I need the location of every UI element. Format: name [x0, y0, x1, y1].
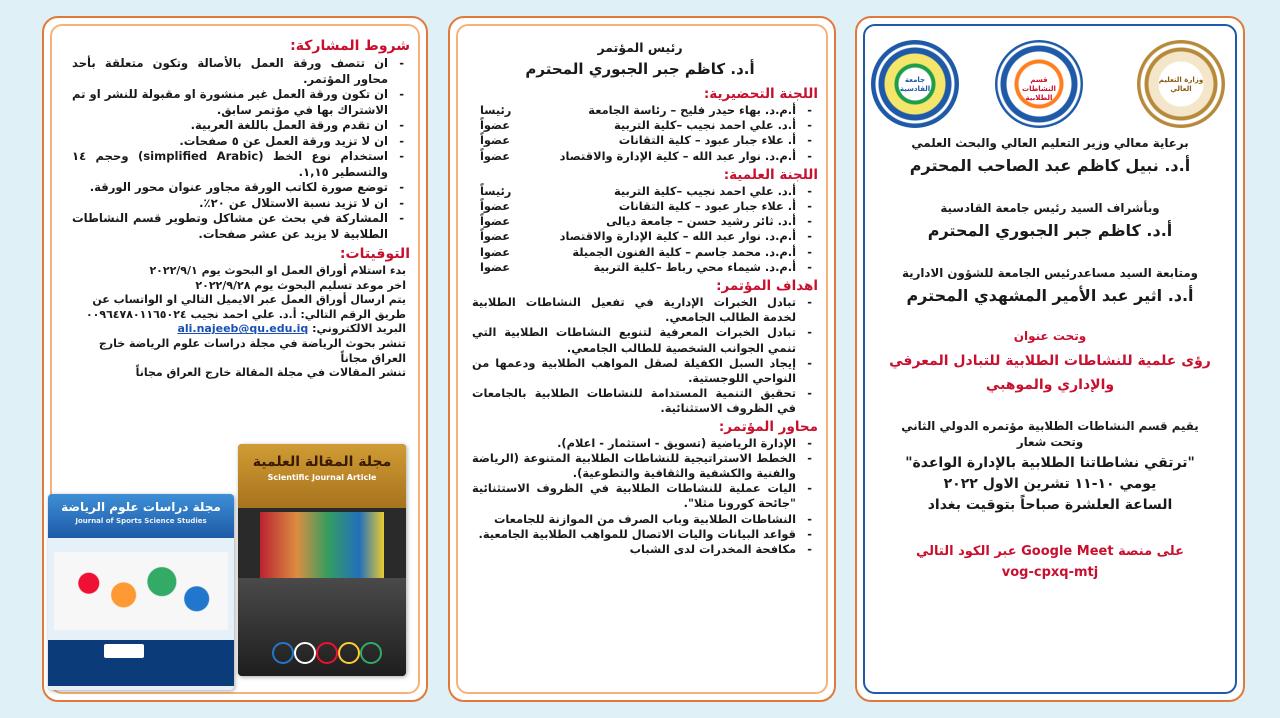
list-item: [472, 133, 796, 148]
university-president-name: أ.د. كاظم جبر الجبوري المحترم: [927, 221, 1173, 240]
world-map-artwork: [54, 552, 228, 630]
conference-title-line2: والإداري والموهبي: [985, 377, 1115, 393]
assistant-name: أ.د. اثير عبد الأمير المشهدي المحترم: [906, 286, 1194, 305]
member-role: عضوا: [480, 244, 511, 259]
sports-journal-subtitle: Journal of Sports Science Studies: [75, 517, 207, 525]
sports-journal-title: مجلة دراسات علوم الرياضة: [61, 500, 221, 514]
organizer-line: يقيم قسم النشاطات الطلابية مؤتمره الدولي الثاني: [901, 419, 1199, 433]
list-item: - إيجاد السبل الكفيلة لصقل المواهب الطلابية ودعمها من النواحي اللوجستية.: [472, 356, 796, 386]
term-item: - استخدام نوع الخط (simplified Arabic) وحجم ١٤ والتسطير ١,١٥.: [72, 149, 388, 180]
scientific-journal-subtitle: Scientific Journal Article: [267, 473, 377, 482]
olympic-ring-icon: [316, 642, 338, 664]
list-item: - اليات عملية للنشاطات الطلابية في الظروف الاستثنائية "جائحة كورونا مثلا".: [472, 481, 796, 511]
email-label: البريد الالكتروني:: [312, 322, 406, 336]
list-item: [472, 184, 796, 199]
timing-deadline: اخر موعد تسليم البحوث يوم ٢٠٢٢/٩/٢٨: [195, 278, 406, 292]
sports-journal-cover: [48, 494, 234, 690]
olympic-ring-icon: [294, 642, 316, 664]
committees-content: [462, 38, 818, 557]
term-item: - ان تتصف ورقة العمل بالأصالة وتكون متعلقة بأحد محاور المؤتمر.: [72, 56, 388, 87]
term-item: - ان تقدم ورقة العمل باللغة العربية.: [72, 118, 388, 134]
term-item: - المشاركة في بحث عن مشاكل وتطوير قسم النشاطات الطلابية لا يزيد عن عشر صفحات.: [72, 211, 388, 242]
president-title: رئيس المؤتمر: [597, 40, 683, 55]
list-item: [472, 260, 796, 275]
supervision-line: وبأشراف السيد رئيس جامعة القادسية: [940, 201, 1160, 215]
member-name: - أ.د. علي احمد نجيب –كلية التربية: [614, 118, 796, 133]
member-role: عضواً: [480, 199, 511, 214]
list-item: [472, 103, 796, 118]
list-item: - مكافحة المخدرات لدى الشباب: [472, 542, 796, 557]
under-title-line: وتحت عنوان: [1013, 329, 1087, 343]
prep-committee-heading: اللجنة التحضيرية:: [703, 86, 818, 102]
cover-artwork: [260, 512, 384, 578]
meeting-code[interactable]: vog-cpxq-mtj: [1001, 565, 1099, 580]
prep-committee-list: [462, 103, 818, 164]
list-item: - الإدارة الرياضية (تسويق - استثمار - اعلام).: [472, 436, 796, 451]
scientific-journal-title: مجلة المقالة العلمية: [252, 454, 392, 470]
list-item: [472, 229, 796, 244]
list-item: [472, 245, 796, 260]
timing-submission: يتم ارسال أوراق العمل عبر الايميل التالي او الواتساب عن طريق الرقم التالي: أ.د. علي احمد نجيب ٠٠٩٦٤٧٨٠١١٦٥٠٢٤: [85, 293, 406, 321]
member-name: - أ.م.د. نوار عبد الله – كلية الإدارة والاقتصاد: [559, 148, 796, 163]
list-item: - تحقيق التنمية المستدامة للنشاطات الطلابية بالجامعات في الظروف الاستثنائية.: [472, 386, 796, 416]
invitation-panel: [855, 16, 1245, 702]
minister-name: أ.د. نبيل كاظم عبد الصاحب المحترم: [909, 156, 1191, 175]
email-link[interactable]: ali.najeeb@qu.edu.iq: [177, 322, 309, 336]
ministry-logo-icon: [1137, 40, 1225, 128]
member-role: رئيسا: [480, 103, 512, 117]
terms-heading: شروط المشاركة:: [290, 38, 410, 54]
conference-time: الساعة العلشرة صباحاً بتوقيت بغداد: [927, 497, 1173, 513]
conference-slogan: "ترتقي نشاطاتنا الطلابية بالإدارة الواعدة": [905, 455, 1195, 471]
list-item: - تبادل الخبرات المعرفية لتنويع النشاطات الطلابية التي تنمي الجوانب الشخصية للطالب الجامعي.: [472, 325, 796, 355]
committees-panel: [448, 16, 836, 702]
list-item: - قواعد البيانات واليات الاتصال للمواهب الطلابية الجامعية.: [472, 527, 796, 542]
olympic-ring-icon: [360, 642, 382, 664]
term-item: - ان لا تزيد نسبة الاستلال عن ٢٠٪.: [72, 196, 388, 212]
list-item: - تبادل الخبرات الإدارية في تفعيل النشاطات الطلابية لخدمة الطالب الجامعي.: [472, 295, 796, 325]
member-name: - أ.م.د. نوار عبد الله – كلية الإدارة والاقتصاد: [559, 229, 796, 244]
university-logo-text: جامعة القادسية: [899, 76, 931, 93]
publisher-logo-icon: [104, 644, 144, 658]
member-name: - أ. علاء جبار عبود – كلية التقانات: [618, 133, 796, 148]
olympic-ring-icon: [338, 642, 360, 664]
member-name: - أ.د. ثائر رشيد حسن – جامعة ديالى: [606, 214, 796, 229]
list-item: [472, 214, 796, 229]
axes-list: [462, 436, 818, 558]
member-role: عضواً: [480, 214, 511, 229]
logos-row: [869, 40, 1231, 134]
goals-list: [462, 295, 818, 417]
member-name: - أ.م.د. بهاء حيدر فليح – رئاسة الجامعة: [588, 103, 796, 117]
member-name: - أ.م.د. محمد جاسم – كلية الفنون الجميلة: [572, 244, 796, 259]
terms-list: [62, 56, 410, 242]
member-role: عضوا: [480, 259, 511, 274]
term-item: - توضع صورة لكاتب الورقة مجاور عنوان محور الورقة.: [72, 180, 388, 196]
timing-start: بدء استلام أوراق العمل او البحوث يوم ٢٠٢٢/٩/١: [149, 264, 406, 277]
student-activities-logo-icon: [995, 40, 1083, 128]
followup-line: ومتابعة السيد مساعدرئيس الجامعة للشؤون الادارية: [902, 266, 1198, 280]
patronage-line: برعاية معالي وزير التعليم العالي والبحث العلمي: [911, 136, 1189, 150]
list-item: - النشاطات الطلابية وباب الصرف من الموازنة للجامعات: [472, 512, 796, 527]
scientific-journal-cover: [238, 444, 406, 676]
publish-sports: تنشر بحوث الرياضة في مجلة دراسات علوم الرياضة خارج العراق مجاناً: [98, 336, 406, 365]
student-activities-logo-text: قسم النشاطات الطلابية: [1022, 76, 1056, 102]
member-name: - أ. علاء جبار عبود – كلية التقانات: [618, 199, 796, 214]
email-row: [62, 322, 410, 337]
invitation-content: [867, 136, 1233, 580]
slogan-intro: وتحت شعار: [1016, 435, 1084, 449]
university-logo-icon: [871, 40, 959, 128]
conference-title-line1: رؤى علمية للنشاطات الطلابية للتبادل المعرفي: [889, 353, 1211, 369]
member-name: - أ.م.د. شيماء محي رباط –كلية التربية: [593, 259, 796, 274]
terms-content: [62, 38, 410, 381]
axes-heading: محاور المؤتمر:: [718, 418, 818, 435]
timing-heading: التوقيتات:: [339, 246, 410, 262]
president-name: أ.د. كاظم جبر الجبوري المحترم: [525, 60, 755, 78]
list-item: [472, 199, 796, 214]
member-role: عضواً: [480, 229, 511, 244]
member-role: عضواً: [480, 148, 511, 163]
conference-dates: يومي ١٠-١١ تشرين الاول ٢٠٢٢: [943, 476, 1157, 492]
sci-committee-heading: اللجنة العلمية:: [723, 166, 818, 183]
list-item: [472, 149, 796, 164]
goals-heading: اهداف المؤتمر:: [716, 278, 818, 295]
olympic-ring-icon: [272, 642, 294, 664]
member-role: عضواً: [480, 133, 511, 148]
list-item: [472, 118, 796, 133]
list-item: - الخطط الاستراتيجية للنشاطات الطلابية المتنوعة (الرياضة والفنية والكشفية والثقافية والتطوعية).: [472, 451, 796, 481]
term-item: - ان تكون ورقة العمل غير منشورة او مقبولة للنشر او تم الاشتراك بها في مؤتمر سابق.: [72, 87, 388, 118]
sci-committee-list: [462, 184, 818, 275]
member-role: عضواً: [480, 118, 511, 133]
term-item: - ان لا تزيد ورقة العمل عن ٥ صفحات.: [72, 134, 388, 150]
platform-line: على منصة Google Meet عبر الكود التالي: [915, 544, 1184, 559]
terms-panel: [42, 16, 428, 702]
member-name: - أ.د. علي احمد نجيب –كلية التربية: [614, 183, 796, 198]
publish-articles: تنشر المقالات في مجلة المقالة خارج العراق مجاناً: [135, 366, 406, 380]
member-role: رئيساً: [480, 183, 512, 198]
ministry-logo-text: وزارة التعليم العالي: [1158, 76, 1204, 93]
